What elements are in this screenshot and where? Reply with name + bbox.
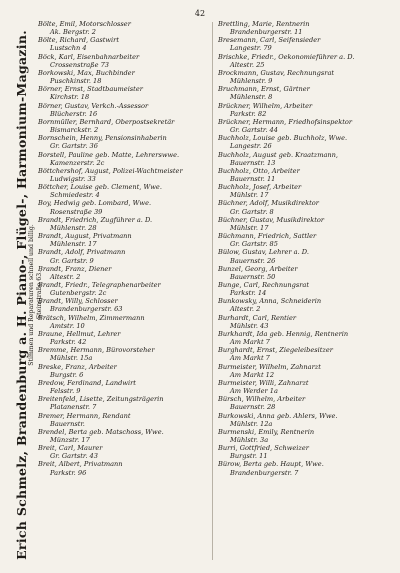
entry-address: Altestr. 2 (50, 272, 81, 281)
directory-entry (38, 444, 208, 460)
directory-entry (218, 118, 388, 134)
entry-address: Mühlenstr. 9 (230, 77, 273, 86)
directory-entry (218, 102, 388, 118)
entry-name: Bürow, Berta geb. Haupt, Wwe. (218, 460, 324, 469)
directory-entry (38, 232, 208, 248)
directory-entry (218, 460, 388, 476)
entry-address: Ludwigstr. 33 (50, 174, 96, 183)
directory-entry (38, 265, 208, 281)
entry-name: Bremer, Hermann, Rendant (38, 411, 131, 420)
entry-name: Böttcher, Louise geb. Clement, Wwe. (38, 183, 162, 192)
entry-name: Burhardt, Carl, Rentier (218, 313, 296, 322)
column-divider (212, 22, 213, 560)
entry-address: Gr. Gartstr. 36 (50, 142, 98, 151)
advertisement-headline: Erich Schmelz, Brandenburg a. H. Piano-, Flügel-, Harmonium-Magazin. (14, 30, 29, 560)
entry-name: Bülow, Gustav, Lehrer a. D. (218, 248, 309, 257)
entry-name: Breitenfeld, Lisette, Zeitungsträgerin (38, 395, 164, 404)
entry-address: Gr. Gartstr. 43 (50, 452, 98, 461)
directory-entry (218, 199, 388, 215)
advertisement-address: Steinstraße 63. (36, 270, 43, 320)
entry-address: Mühlenstr. 28 (50, 223, 97, 232)
right-column (218, 20, 388, 477)
directory-entry (218, 412, 388, 428)
entry-address: Bauernstr. 26 (230, 256, 276, 265)
directory-entry (38, 36, 208, 52)
entry-address: Altestr. 2 (230, 305, 261, 314)
entry-name: Bunzel, Georg, Arbeiter (218, 264, 298, 273)
entry-name: Borstell, Pauline geb. Matte, Lehrerswwe. (38, 150, 180, 159)
entry-name: Buchholz, August geb. Kraatzmann, (218, 150, 339, 159)
directory-entry (38, 412, 208, 428)
entry-address: Mühlenstr. 17 (50, 240, 97, 249)
directory-entry (38, 314, 208, 330)
entry-address: Mühlstr. 17 (230, 191, 269, 200)
entry-address: Parkstr. 82 (230, 109, 267, 118)
directory-entry (218, 232, 388, 248)
directory-entry (218, 20, 388, 36)
directory-entry (38, 199, 208, 215)
directory-entry (218, 53, 388, 69)
directory-entry (218, 167, 388, 183)
directory-entry (218, 314, 388, 330)
entry-name: Büchner, Adolf, Musikdirektor (218, 199, 319, 208)
directory-entry (38, 379, 208, 395)
entry-address: Crossenstraße 73 (50, 60, 109, 69)
entry-address: Schmiedestr. 4 (50, 191, 100, 200)
entry-name: Brückner, Wilhelm, Arbeiter (218, 101, 313, 110)
entry-address: Burgstr. 11 (230, 452, 268, 461)
entry-name: Büchner, Gustav, Musikdirektor (218, 215, 325, 224)
directory-entry (218, 428, 388, 444)
entry-name: Brandt, Friedr., Telegraphenarbeiter (38, 281, 161, 289)
directory-entry (218, 297, 388, 313)
entry-name: Bremme, Hermann, Bürovorsteher (38, 346, 155, 355)
entry-address: Münzstr. 17 (50, 435, 90, 444)
entry-name: Brückner, Hermann, Friedhofsinspektor (218, 117, 353, 126)
entry-name: Bunkowsky, Anna, Schneiderin (218, 297, 322, 306)
entry-address: Amtstr. 10 (50, 321, 85, 330)
entry-address: Mühlstr. 3a (230, 435, 269, 444)
directory-entry (218, 216, 388, 232)
directory-entry (218, 330, 388, 346)
entry-address: Bauernstr. 11 (230, 174, 276, 183)
entry-address: Kamenzerstr. 2c (50, 158, 105, 167)
entry-name: Breske, Franz, Arbeiter (38, 362, 117, 371)
entry-name: Braune, Hellmut, Lehrer (38, 329, 121, 338)
directory-entry (218, 444, 388, 460)
directory-entry (38, 69, 208, 85)
directory-entry (38, 134, 208, 150)
entry-name: Börner, Gustav, Verkch.-Assessor (38, 101, 149, 110)
directory-entry (38, 216, 208, 232)
entry-name: Burkhardt, Ida geb. Hennig, Rentnerin (218, 329, 349, 338)
entry-address: Mühlstr. 12a (230, 419, 273, 428)
entry-name: Brandt, Adolf, Privatmann (38, 248, 126, 257)
directory-entry (218, 69, 388, 85)
entry-name: Brischke, Friedr., Oekonomieführer a. D. (218, 52, 355, 61)
entry-address: Am Markt 7 (230, 354, 270, 363)
entry-name: Burkowski, Anna geb. Ahlers, Wwe. (218, 411, 338, 420)
entry-name: Buchholz, Otto, Arbeiter (218, 166, 300, 175)
entry-address: Bauernstr. (50, 419, 85, 428)
entry-address: Am Werder 1a (230, 387, 278, 396)
entry-address: Am Markt 7 (230, 338, 270, 347)
entry-address: Lustschn 4 (50, 44, 87, 53)
entry-name: Burghardt, Ernst, Ziegeleibesitzer (218, 346, 333, 355)
entry-address: Gr. Gartstr. 44 (230, 126, 278, 135)
directory-entry (38, 346, 208, 362)
entry-name: Bresemann, Carl, Seifensieder (218, 36, 321, 45)
directory-entry (38, 395, 208, 411)
directory-entry (38, 20, 208, 36)
entry-address: Burgstr. 6 (50, 370, 84, 379)
entry-address: Gutenbergstr. 2c (50, 289, 107, 298)
directory-entry (38, 85, 208, 101)
entry-address: Kirchstr. 18 (50, 93, 90, 102)
entry-address: Blücherstr. 16 (50, 109, 98, 118)
entry-name: Burmeister, Willi, Zahnarzt (218, 378, 309, 387)
entry-address: Parkstr. 42 (50, 338, 87, 347)
entry-name: Buchholz, Josef, Arbeiter (218, 183, 302, 192)
directory-entry (38, 183, 208, 199)
directory-entry (38, 118, 208, 134)
entry-address: Mühlstr. 15a (50, 354, 93, 363)
entry-address: Altestr. 25 (230, 60, 265, 69)
entry-address: Brandenburgerstr. 63 (50, 305, 123, 314)
entry-address: Platanenstr. 7 (50, 403, 97, 412)
entry-name: Böck, Karl, Eisenbahnarbeiter (38, 52, 140, 61)
entry-name: Brandt, August, Privatmann (38, 232, 132, 241)
directory-entry (38, 297, 208, 313)
directory-entry (218, 281, 388, 297)
entry-address: Gr. Gartstr. 8 (230, 207, 274, 216)
entry-name: Boy, Hedwig geb. Lombard, Wwe. (38, 199, 152, 208)
entry-address: Parkstr. 14 (230, 289, 267, 298)
entry-address: Felsstr. 9 (50, 387, 81, 396)
entry-address: Gr. Gartstr. 85 (230, 240, 278, 249)
directory-entry (218, 379, 388, 395)
entry-name: Brandt, Friedrich, Zugführer a. D. (38, 215, 153, 224)
entry-address: Ak. Bergstr. 2 (50, 28, 96, 37)
directory-entry (38, 53, 208, 69)
entry-name: Breit, Carl, Maurer (38, 444, 103, 453)
directory-entry (38, 330, 208, 346)
directory-entry (218, 346, 388, 362)
directory-entry (38, 102, 208, 118)
entry-address: Bismarckstr. 2 (50, 126, 99, 135)
directory-entry (38, 428, 208, 444)
entry-address: Parkstr. 96 (50, 468, 87, 477)
entry-address: Langestr. 79 (230, 44, 272, 53)
directory-entry (218, 36, 388, 52)
entry-address: Langestr. 26 (230, 142, 272, 151)
entry-name: Bornschein, Henny, Pensionsinhaberin (38, 134, 167, 143)
entry-name: Bredow, Ferdinand, Landwirt (38, 378, 136, 387)
entry-address: Mühlstr. 17 (230, 223, 269, 232)
advertisement-tagline: Stimmen und Reparaturen schnell und billig. (28, 224, 35, 366)
entry-name: Büchmann, Friedrich, Sattler (218, 232, 317, 241)
entry-name: Bölte, Emil, Motorschlosser (38, 20, 131, 28)
directory-entry (38, 363, 208, 379)
entry-address: Puschkinstr. 18 (50, 77, 102, 86)
directory-entry (38, 151, 208, 167)
side-advertisement (0, 30, 43, 565)
directory-entry (218, 134, 388, 150)
entry-name: Bruchmann, Ernst, Gärtner (218, 85, 310, 94)
directory-entry (38, 460, 208, 476)
entry-address: Gr. Gartstr. 9 (50, 256, 94, 265)
entry-name: Bunge, Carl, Rechnungsrat (218, 281, 309, 289)
entry-name: Börner, Ernst, Stadtbaumeister (38, 85, 143, 94)
entry-name: Bornmüller, Bernhard, Oberpostsekretär (38, 117, 175, 126)
directory-entry (38, 167, 208, 183)
directory-entry (218, 85, 388, 101)
entry-address: Brandenburgerstr. 7 (230, 468, 299, 477)
directory-entry (218, 395, 388, 411)
entry-name: Burmenski, Emily, Rentnerin (218, 427, 315, 436)
entry-address: Bauernstr. 13 (230, 158, 276, 167)
entry-name: Brandt, Franz, Diener (38, 264, 112, 273)
entry-name: Bürsch, Wilhelm, Arbeiter (218, 395, 306, 404)
entry-name: Burri, Gottfried, Schweizer (218, 444, 309, 453)
entry-address: Bauernstr. 28 (230, 403, 276, 412)
directory-entry (218, 151, 388, 167)
entry-name: Buchholz, Louise geb. Buchholz, Wwe. (218, 134, 348, 143)
entry-name: Brettling, Marie, Rentnerin (218, 20, 310, 28)
entry-name: Brandt, Willy, Schlosser (38, 297, 118, 306)
entry-address: Rosenstraße 39 (50, 207, 103, 216)
entry-name: Böttchershof, August, Polizei-Wachtmeister (38, 166, 183, 175)
entry-address: Bauernstr. 50 (230, 272, 276, 281)
entry-address: Am Markt 12 (230, 370, 275, 379)
entry-name: Borkowski, Max, Buchbinder (38, 68, 135, 77)
entry-name: Brendel, Berta geb. Matschoss, Wwe. (38, 427, 164, 436)
directory-entry (218, 265, 388, 281)
directory-entry (218, 363, 388, 379)
entry-address: Mühlenstr. 8 (230, 93, 273, 102)
page-number: 42 (194, 9, 206, 18)
entry-name: Bölte, Richard, Gastwirt (38, 36, 119, 45)
entry-address: Brandenburgerstr. 11 (230, 28, 303, 37)
directory-entry (218, 248, 388, 264)
directory-entry (38, 281, 208, 297)
entry-address: Mühlstr. 43 (230, 321, 269, 330)
entry-name: Burmeister, Wilhelm, Zahnarzt (218, 362, 321, 371)
directory-entry (218, 183, 388, 199)
directory-entry (38, 248, 208, 264)
entry-name: Breit, Albert, Privatmann (38, 460, 123, 469)
entry-name: Brockmann, Gustav, Rechnungsrat (218, 68, 335, 77)
entry-name: Brätsch, Wilhelm, Zimmermann (38, 313, 145, 322)
left-column (38, 20, 208, 477)
